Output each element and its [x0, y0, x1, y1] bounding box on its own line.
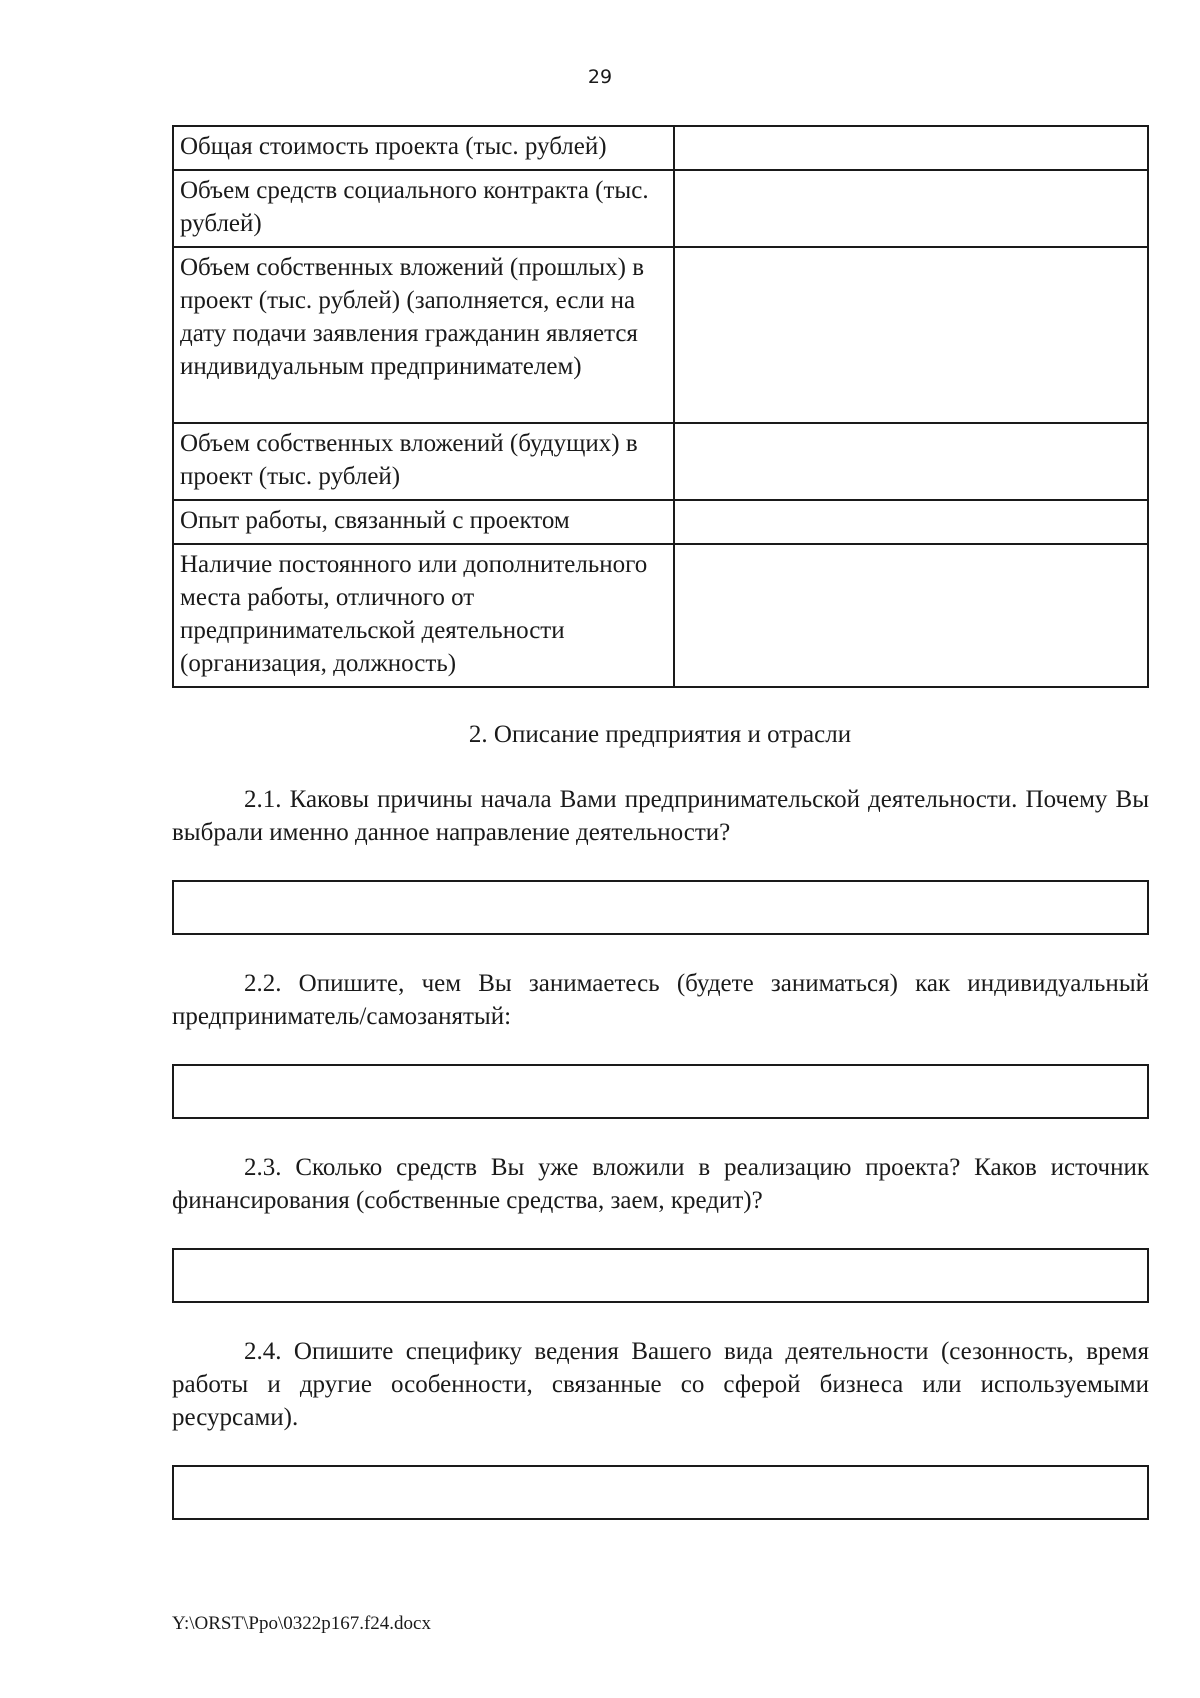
row-label: Объем собственных вложений (прошлых) в проект (тыс. рублей) (заполняется, если на дату подачи заявления гражданин является индивидуальным предпринимателем)	[173, 247, 674, 423]
row-value-field[interactable]	[674, 247, 1148, 423]
table-row	[173, 126, 1148, 170]
row-value-field[interactable]	[674, 423, 1148, 500]
question-2-4-text: 2.4. Опишите специфику ведения Вашего вида деятельности (сезонность, время работы и другие особенности, связанные со сферой бизнеса или используемыми ресурсами).	[172, 1338, 1149, 1431]
footer-file-path: Y:\ORST\Ppo\0322p167.f24.docx	[172, 1613, 431, 1634]
question-2-2-answer-field[interactable]	[172, 1064, 1149, 1119]
question-2-3-answer-field[interactable]	[172, 1248, 1149, 1303]
row-label: Общая стоимость проекта (тыс. рублей)	[173, 126, 674, 170]
table-row	[173, 170, 1148, 247]
table-row	[173, 247, 1148, 423]
row-label: Опыт работы, связанный с проектом	[173, 500, 674, 544]
row-value-field[interactable]	[674, 170, 1148, 247]
project-info-table	[172, 125, 1149, 688]
table-row	[173, 544, 1148, 687]
question-2-1-text: 2.1. Каковы причины начала Вами предпринимательской деятельности. Почему Вы выбрали именно данное направление деятельности?	[172, 786, 1149, 846]
table-row	[173, 500, 1148, 544]
row-label: Наличие постоянного или дополнительного места работы, отличного от предпринимательской деятельности (организация, должность)	[173, 544, 674, 687]
row-label: Объем средств социального контракта (тыс. рублей)	[173, 170, 674, 247]
question-2-2-text: 2.2. Опишите, чем Вы занимаетесь (будете заниматься) как индивидуальный предприниматель/самозанятый:	[172, 970, 1149, 1030]
row-value-field[interactable]	[674, 544, 1148, 687]
row-value-field[interactable]	[674, 500, 1148, 544]
table-row	[173, 423, 1148, 500]
section-title: 2. Описание предприятия и отрасли	[468, 721, 852, 748]
question-2-4-answer-field[interactable]	[172, 1465, 1149, 1520]
row-value-field[interactable]	[674, 126, 1148, 170]
row-label: Объем собственных вложений (будущих) в проект (тыс. рублей)	[173, 423, 674, 500]
page-number: 29	[587, 66, 613, 88]
question-2-3-text: 2.3. Сколько средств Вы уже вложили в реализацию проекта? Каков источник финансирования (собственные средства, заем, кредит)?	[172, 1154, 1149, 1214]
question-2-1-answer-field[interactable]	[172, 880, 1149, 935]
